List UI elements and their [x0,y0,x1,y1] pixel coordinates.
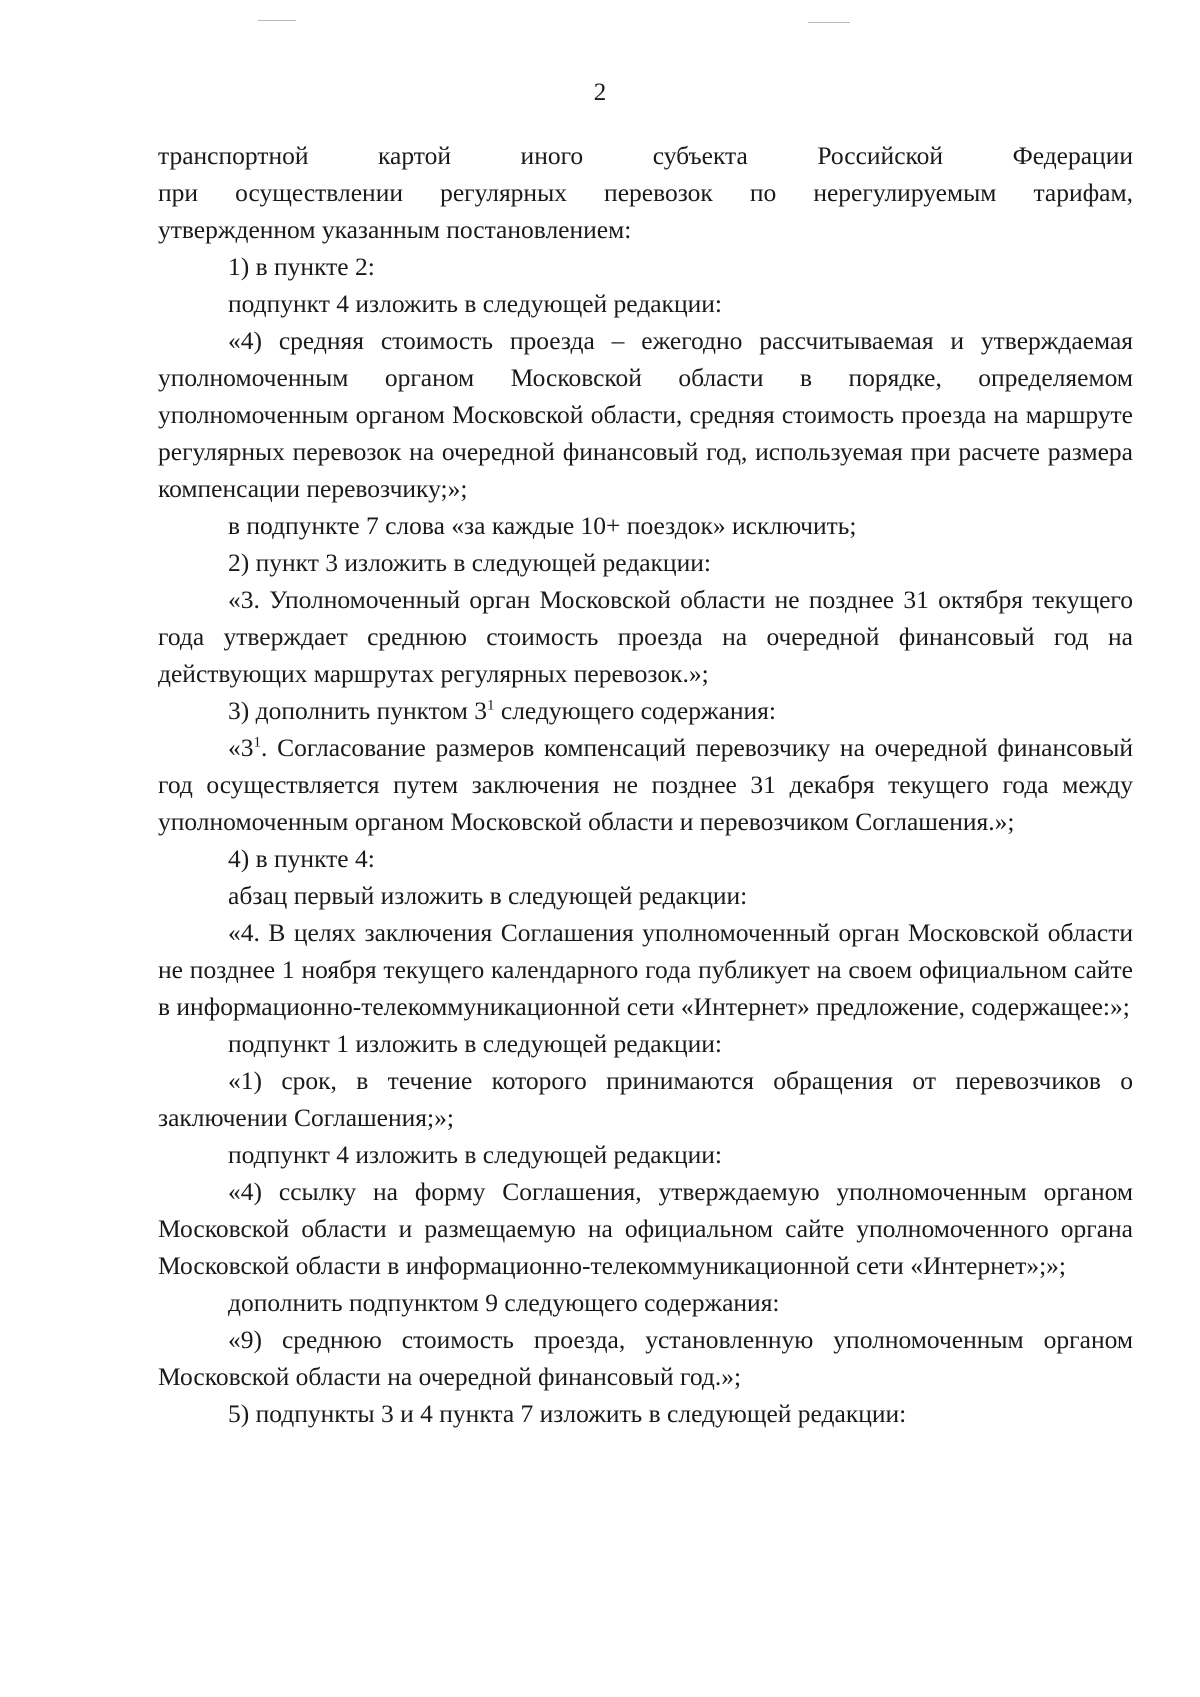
paragraph: 4) в пункте 4: [228,844,375,873]
paragraph: в подпункте 7 слова «за каждые 10+ поездок» исключить; [228,511,857,540]
paragraph-text: . Согласование размеров компенсаций перевозчику на очередной финансовый год осуществляется путем заключения не позднее 31 декабря текущего года между уполномоченным органом Московской области и перевозчиком Соглашения.»; [158,733,1133,836]
paragraph: «4. В целях заключения Соглашения уполномоченный орган Московской области не позднее 1 ноября текущего календарного года публикует на своем официальном сайте в информационно-телекоммуникационной сети «Интернет» предложение, содержащее:»; [158,918,1133,1021]
paragraph: «1) срок, в течение которого принимаются обращения от перевозчиков о заключении Соглашения;»; [158,1066,1133,1132]
superscript: 1 [253,734,261,751]
scan-artifact [808,22,850,23]
paragraph: дополнить подпунктом 9 следующего содержания: [228,1288,780,1317]
paragraph: утвержденном указанным постановлением: [158,215,632,244]
paragraph: «9) среднюю стоимость проезда, установленную уполномоченным органом Московской области на очередной финансовый год.»; [158,1325,1133,1391]
paragraph: 1) в пункте 2: [228,252,375,281]
scan-artifact [258,20,296,21]
paragraph: подпункт 4 изложить в следующей редакции: [228,1140,722,1169]
paragraph: транспортной картой иного субъекта Российской Федерации [158,141,1133,170]
paragraph: «3. Уполномоченный орган Московской области не позднее 31 октября текущего года утверждает среднюю стоимость проезда на очередной финансовый год на действующих маршрутах регулярных перевозок.»; [158,585,1133,688]
paragraph: «4) средняя стоимость проезда – ежегодно рассчитываемая и утверждаемая уполномоченным органом Московской области в порядке, определяемом уполномоченным органом Московской области, средняя стоимость проезда на маршруте регулярных перевозок на очередной финансовый год, используемая при расчете размера компенсации перевозчику;»; [158,326,1133,503]
paragraph: «4) ссылку на форму Соглашения, утверждаемую уполномоченным органом Московской области и размещаемую на официальном сайте уполномоченного органа Московской области в информационно-телекоммуникационной сети «Интернет»;»; [158,1177,1133,1280]
superscript: 1 [487,697,495,714]
paragraph-text: «3 [228,733,254,762]
paragraph-text: следующего содержания: [494,696,776,725]
paragraph: 2) пункт 3 изложить в следующей редакции: [228,548,711,577]
document-body [158,137,1133,1432]
paragraph: подпункт 1 изложить в следующей редакции: [228,1029,722,1058]
paragraph: 5) подпункты 3 и 4 пункта 7 изложить в следующей редакции: [228,1399,907,1428]
paragraph [158,729,1133,840]
paragraph: при осуществлении регулярных перевозок по нерегулируемым тарифам, [158,178,1133,207]
paragraph-text: 3) дополнить пунктом 3 [228,696,487,725]
paragraph: абзац первый изложить в следующей редакции: [228,881,748,910]
paragraph [158,692,1133,729]
paragraph: подпункт 4 изложить в следующей редакции: [228,289,722,318]
page-number: 2 [593,79,607,106]
